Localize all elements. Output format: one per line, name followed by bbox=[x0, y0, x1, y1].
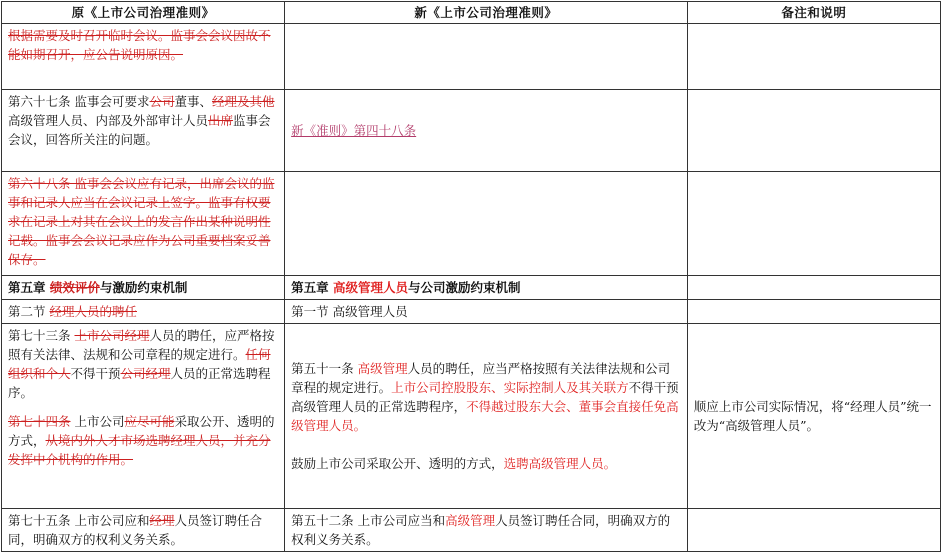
text: 第二节 bbox=[8, 304, 50, 319]
text: 不得干预高级管理人员的正常选聘程序， bbox=[291, 380, 679, 414]
changed-text: 高级管理 bbox=[445, 513, 496, 528]
spacer bbox=[8, 402, 278, 412]
changed-text: 高级管理人员 bbox=[333, 280, 409, 295]
cell-new bbox=[285, 276, 688, 300]
deleted-text: 任何组织和个人 bbox=[8, 347, 271, 381]
deleted-text: 从境内外人才市场选聘经理人员，并充分发挥中介机构的作用。 bbox=[8, 433, 271, 467]
cell-old bbox=[2, 324, 285, 509]
deleted-text: 公司 bbox=[149, 94, 175, 109]
deleted-text: 经理人员的聘任 bbox=[49, 304, 137, 319]
table-row bbox=[2, 276, 941, 300]
old-article-73 bbox=[8, 326, 278, 402]
changed-text: 上市公司控股股东、实际控制人及其关联方 bbox=[391, 380, 629, 395]
cell-note: 顺应上市公司实际情况，将“经理人员”统一改为“高级管理人员”。 bbox=[687, 324, 940, 509]
text: 第五章 bbox=[8, 280, 50, 295]
comparison-table bbox=[1, 1, 941, 552]
deleted-text: 上市公司经理 bbox=[74, 328, 150, 343]
table-row bbox=[2, 300, 941, 324]
cell-new bbox=[285, 324, 688, 509]
text: 不得干预 bbox=[70, 366, 121, 381]
new-article-link[interactable]: 新《准则》第四十八条 bbox=[291, 123, 417, 138]
text: 第五章 bbox=[291, 280, 333, 295]
deleted-text: 公司经理 bbox=[120, 366, 171, 381]
text: 与激励约束机制 bbox=[99, 280, 188, 295]
deleted-text: 第六十八条 监事会会议应有记录，出席会议的监事和记录人应当在会议记录上签字。监事有权要求在记录上对其在会议上的发言作出某种说明性记载。监事会会议记录应作为公司重要档案妥善保存。 bbox=[8, 176, 275, 267]
text: 人员的正常选聘程序。 bbox=[8, 366, 271, 400]
text: 与公司激励约束机制 bbox=[408, 280, 521, 295]
table-row bbox=[2, 172, 941, 276]
cell-old bbox=[2, 172, 285, 276]
text: 鼓励上市公司采取公开、透明的方式， bbox=[291, 456, 504, 471]
deleted-text: 经理及其他 bbox=[212, 94, 275, 109]
cell-new bbox=[285, 24, 688, 90]
deleted-text: 经理 bbox=[149, 513, 175, 528]
text: 第六十七条 监事会可要求 bbox=[8, 94, 150, 109]
header-row bbox=[2, 2, 941, 24]
spacer bbox=[291, 435, 681, 454]
deleted-text: 第七十四条 bbox=[8, 414, 71, 429]
table-row bbox=[2, 324, 941, 509]
deleted-text: 根据需要及时召开临时会议。监事会会议因故不能如期召开，应公告说明原因。 bbox=[8, 28, 271, 62]
new-article-51-p2 bbox=[291, 454, 681, 473]
table-row bbox=[2, 24, 941, 90]
text: 采取公开、透明的方式， bbox=[8, 414, 275, 448]
text: 董事、 bbox=[174, 94, 213, 109]
new-article-51 bbox=[291, 359, 681, 435]
text: 人员的聘任，应当严格按照有关法律法规和公司章程的规定进行。 bbox=[291, 361, 671, 395]
cell-note bbox=[687, 276, 940, 300]
cell-old bbox=[2, 90, 285, 172]
changed-text: 选聘高级管理人员。 bbox=[503, 456, 617, 471]
cell-new: 第一节 高级管理人员 bbox=[285, 300, 688, 324]
table-row bbox=[2, 509, 941, 552]
header-note: 备注和说明 bbox=[687, 2, 940, 24]
cell-note bbox=[687, 300, 940, 324]
cell-old bbox=[2, 276, 285, 300]
cell-old bbox=[2, 300, 285, 324]
text: 第五十一条 bbox=[291, 361, 358, 376]
text: 第七十三条 bbox=[8, 328, 75, 343]
text: 第七十五条 上市公司应和 bbox=[8, 513, 150, 528]
changed-text: 高级管理 bbox=[357, 361, 408, 376]
cell-new bbox=[285, 90, 688, 172]
text: 人员的聘任，应严格按照有关法律、法规和公司章程的规定进行。 bbox=[8, 328, 275, 362]
cell-new bbox=[285, 172, 688, 276]
changed-text: 不得越过股东大会、董事会直接任免高级管理人员。 bbox=[291, 399, 679, 433]
cell-note bbox=[687, 90, 940, 172]
text: 高级管理人员、内部及外部审计人员 bbox=[8, 113, 209, 128]
deleted-text: 绩效评价 bbox=[49, 280, 100, 295]
header-old: 原《上市公司治理准则》 bbox=[2, 2, 285, 24]
text: 监事会会议，回答所关注的问题。 bbox=[8, 113, 271, 147]
cell-old bbox=[2, 24, 285, 90]
text: 上市公司 bbox=[70, 414, 125, 429]
cell-note bbox=[687, 172, 940, 276]
text: 第五十二条 上市公司应当和 bbox=[291, 513, 446, 528]
cell-note bbox=[687, 509, 940, 552]
deleted-text: 应尽可能 bbox=[124, 414, 175, 429]
text: 人员签订聘任合同，明确双方的权利义务关系。 bbox=[291, 513, 671, 547]
cell-note bbox=[687, 24, 940, 90]
cell-new bbox=[285, 509, 688, 552]
text: 人员签订聘任合同，明确双方的权利义务关系。 bbox=[8, 513, 263, 547]
deleted-text: 出席 bbox=[208, 113, 234, 128]
cell-old bbox=[2, 509, 285, 552]
old-article-74 bbox=[8, 412, 278, 469]
table-row bbox=[2, 90, 941, 172]
header-new: 新《上市公司治理准则》 bbox=[285, 2, 688, 24]
